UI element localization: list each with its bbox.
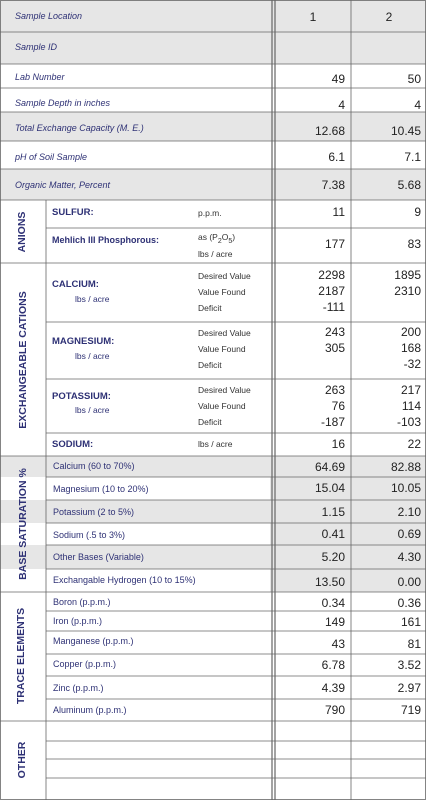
value-phosphorous-1: 177 (324, 237, 345, 251)
section-title-base-saturation: BASE SATURATION % (17, 468, 29, 580)
value-organic-matter-2: 5.68 (397, 178, 421, 192)
label-bs-other-bases: Other Bases (Variable) (53, 552, 144, 562)
value-manganese-1: 43 (331, 637, 345, 651)
potassium-deficit-label: Deficit (198, 417, 222, 427)
calcium-found-1: 2187 (318, 284, 345, 298)
calcium-desired-2: 1895 (394, 268, 421, 282)
value-zinc-2: 2.97 (397, 681, 421, 695)
calcium-found-label: Value Found (198, 287, 246, 297)
value-exchange-capacity-1: 12.68 (314, 124, 345, 138)
potassium-desired-label: Desired Value (198, 385, 251, 395)
label-copper: Copper (p.p.m.) (53, 659, 117, 669)
label-magnesium: MAGNESIUM: (52, 336, 115, 347)
potassium-found-label: Value Found (198, 401, 246, 411)
potassium-desired-2: 217 (400, 383, 421, 397)
value-bs-magnesium-2: 10.05 (390, 481, 421, 495)
unit-phosphorous-lbs: lbs / acre (198, 249, 233, 259)
calcium-desired-label: Desired Value (198, 271, 251, 281)
value-organic-matter-1: 7.38 (321, 178, 345, 192)
calcium-deficit-label: Deficit (198, 303, 222, 313)
label-sulfur: SULFUR: (52, 207, 94, 218)
unit-potassium: lbs / acre (75, 405, 110, 415)
value-zinc-1: 4.39 (321, 681, 345, 695)
potassium-deficit-2: -103 (396, 415, 421, 429)
label-exchange-capacity: Total Exchange Capacity (M. E.) (15, 123, 144, 133)
unit-calcium: lbs / acre (75, 294, 110, 304)
label-manganese: Manganese (p.p.m.) (53, 636, 134, 646)
value-ph-1: 6.1 (328, 150, 345, 164)
label-calcium: CALCIUM: (52, 279, 99, 290)
value-copper-2: 3.52 (397, 658, 421, 672)
unit-phosphorous: as $(P_2O_5)$ (198, 232, 236, 245)
value-bs-hydrogen-2: 0.00 (397, 575, 421, 589)
label-iron: Iron (p.p.m.) (53, 616, 103, 626)
value-sample-depth-1: 4 (338, 98, 345, 112)
value-ph-2: 7.1 (404, 150, 421, 164)
column-header-2: 2 (385, 10, 393, 24)
value-boron-2: 0.36 (397, 596, 421, 610)
label-organic-matter: Organic Matter, Percent (15, 180, 111, 190)
label-phosphorous: Mehlich III Phosphorous: (52, 235, 160, 245)
value-bs-other-bases-2: 4.30 (397, 550, 421, 564)
value-bs-potassium-2: 2.10 (397, 505, 421, 519)
label-sodium: SODIUM: (52, 439, 94, 450)
value-bs-magnesium-1: 15.04 (314, 481, 345, 495)
value-exchange-capacity-2: 10.45 (390, 124, 421, 138)
value-phosphorous-2: 83 (407, 237, 421, 251)
value-iron-1: 149 (324, 615, 345, 629)
value-bs-other-bases-1: 5.20 (321, 550, 345, 564)
label-sample-depth: Sample Depth in inches (15, 98, 111, 108)
value-sulfur-1: 11 (332, 205, 345, 219)
value-aluminum-2: 719 (400, 703, 421, 717)
label-aluminum: Aluminum (p.p.m.) (53, 705, 127, 715)
calcium-desired-1: 2298 (318, 268, 345, 282)
label-potassium: POTASSIUM: (52, 391, 111, 402)
magnesium-found-1: 305 (324, 341, 345, 355)
label-sample-id: Sample ID (15, 42, 58, 52)
potassium-found-1: 76 (331, 399, 345, 413)
magnesium-found-2: 168 (400, 341, 421, 355)
magnesium-deficit-2: -32 (403, 357, 421, 371)
value-bs-potassium-1: 1.15 (321, 505, 345, 519)
value-sodium-1: 16 (331, 437, 345, 451)
potassium-found-2: 114 (401, 399, 421, 413)
label-zinc: Zinc (p.p.m.) (53, 683, 104, 693)
label-bs-calcium: Calcium (60 to 70%) (53, 461, 135, 471)
value-aluminum-1: 790 (324, 703, 345, 717)
value-lab-number-2: 50 (407, 72, 421, 86)
potassium-deficit-1: -187 (320, 415, 345, 429)
magnesium-desired-1: 243 (324, 325, 345, 339)
value-bs-hydrogen-1: 13.50 (314, 575, 345, 589)
section-title-cations: EXCHANGEABLE CATIONS (17, 291, 29, 429)
value-copper-1: 6.78 (321, 658, 345, 672)
value-lab-number-1: 49 (331, 72, 345, 86)
value-bs-sodium-2: 0.69 (397, 527, 421, 541)
label-bs-hydrogen: Exchangable Hydrogen (10 to 15%) (53, 575, 196, 585)
section-title-anions: ANIONS (16, 211, 28, 253)
calcium-found-2: 2310 (394, 284, 421, 298)
calcium-deficit-1: -111 (322, 300, 345, 314)
value-manganese-2: 81 (407, 637, 421, 651)
section-title-trace-elements: TRACE ELEMENTS (15, 607, 27, 705)
label-ph: pH of Soil Sample (15, 152, 88, 162)
value-bs-calcium-2: 82.88 (390, 460, 421, 474)
unit-sodium: lbs / acre (198, 439, 233, 449)
potassium-desired-1: 263 (324, 383, 345, 397)
label-boron: Boron (p.p.m.) (53, 597, 111, 607)
column-header-1: 1 (309, 10, 317, 24)
magnesium-deficit-label: Deficit (198, 360, 222, 370)
section-title-other: OTHER (16, 741, 28, 779)
label-bs-potassium: Potassium (2 to 5%) (53, 507, 135, 517)
magnesium-desired-label: Desired Value (198, 328, 251, 338)
label-sample-location: Sample Location (15, 11, 83, 21)
value-iron-2: 161 (400, 615, 421, 629)
unit-sulfur: p.p.m. (198, 208, 222, 218)
label-lab-number: Lab Number (15, 72, 65, 82)
label-bs-magnesium: Magnesium (10 to 20%) (53, 484, 149, 494)
value-boron-1: 0.34 (321, 596, 345, 610)
magnesium-desired-2: 200 (400, 325, 421, 339)
label-bs-sodium: Sodium (.5 to 3%) (53, 530, 126, 540)
value-bs-calcium-1: 64.69 (314, 460, 345, 474)
value-sulfur-2: 9 (414, 205, 421, 219)
unit-magnesium: lbs / acre (75, 351, 110, 361)
value-bs-sodium-1: 0.41 (321, 527, 345, 541)
value-sample-depth-2: 4 (414, 98, 421, 112)
magnesium-found-label: Value Found (198, 344, 246, 354)
value-sodium-2: 22 (407, 437, 421, 451)
